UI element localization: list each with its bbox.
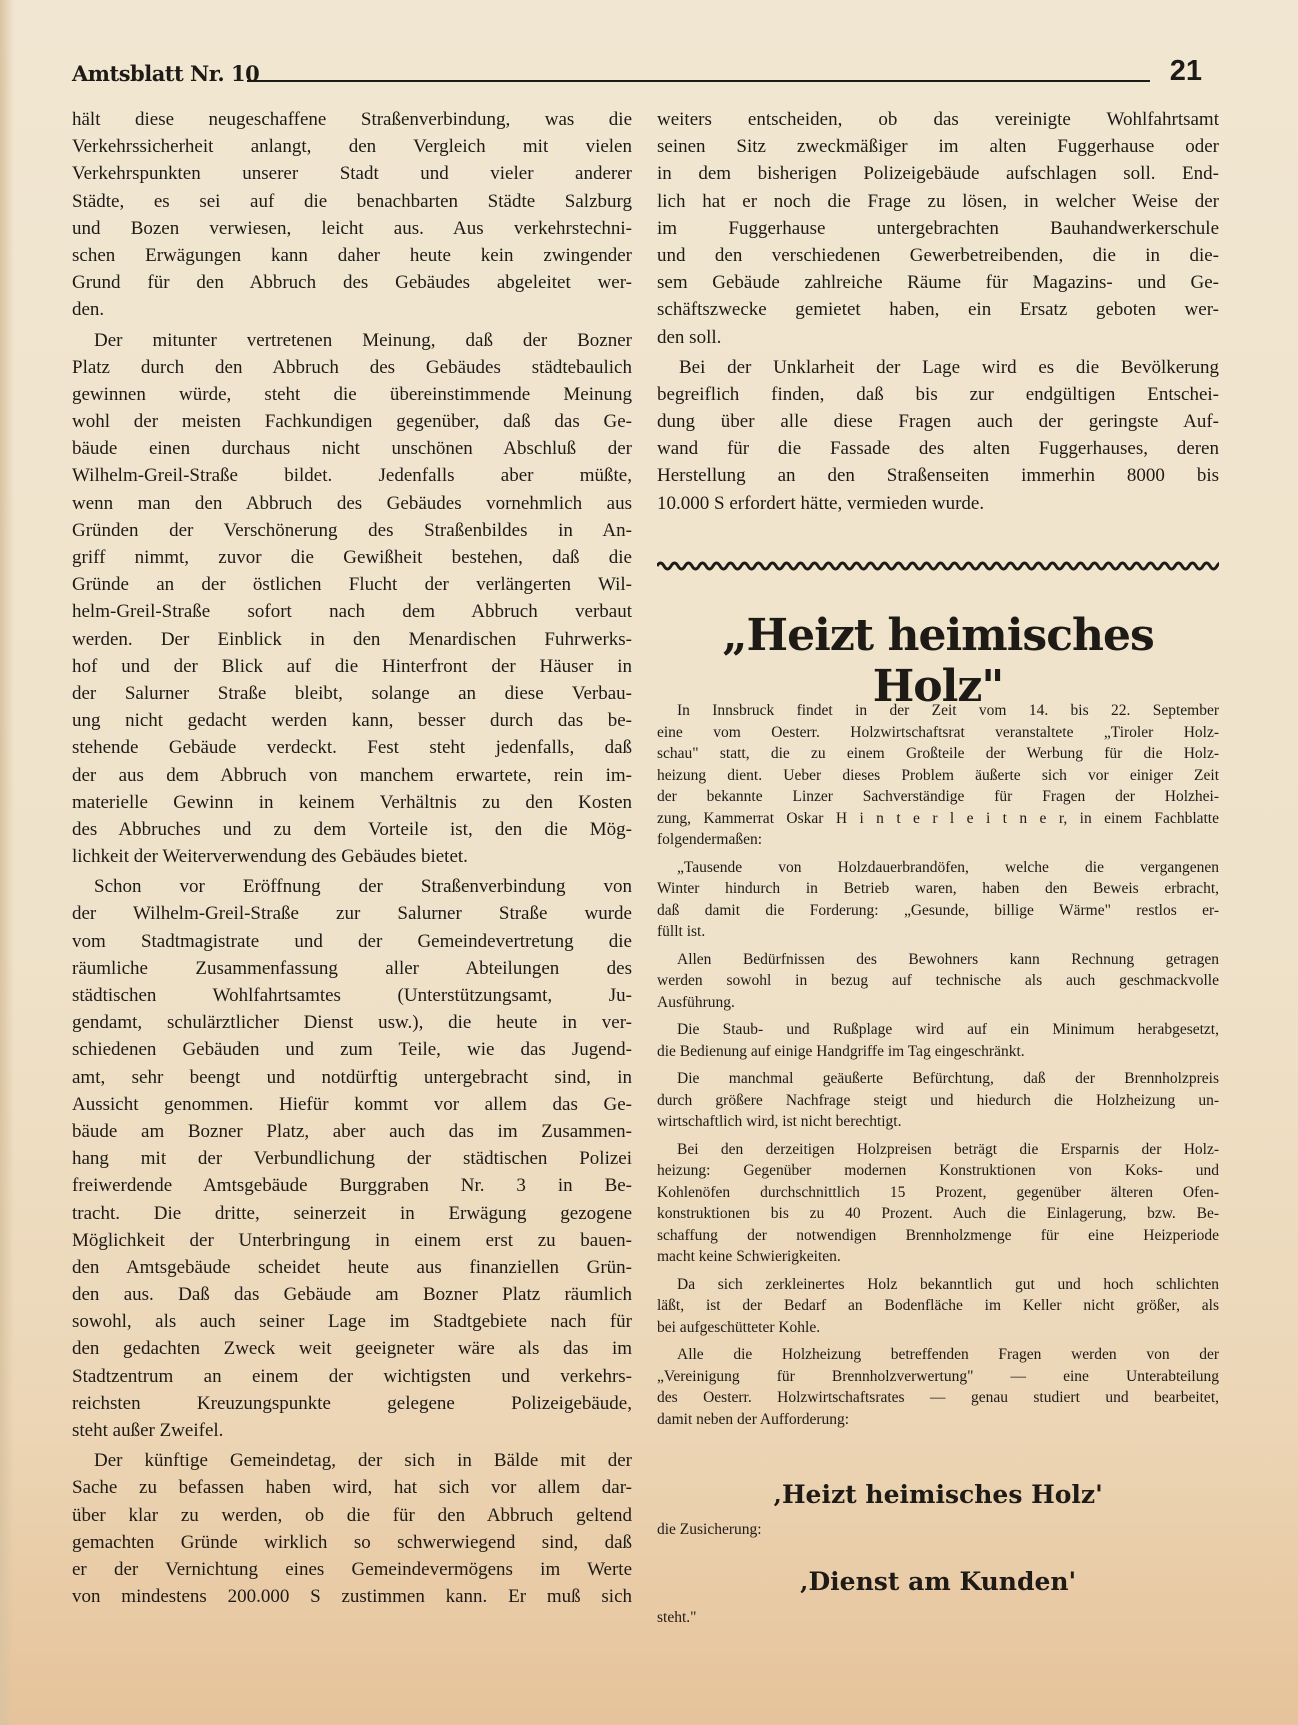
text-line: wirtschaftlich wird, ist nicht berechtigt. bbox=[657, 1113, 902, 1130]
text-line: werden sowohl in bezug auf technische als auch geschmackvolle bbox=[657, 972, 1219, 989]
text-line: die Bedienung auf einige Handgriffe im Tag eingeschränkt. bbox=[657, 1042, 1025, 1060]
text-line: Wilhelm-Greil-Straße bildet. Jedenfalls aber müßte, bbox=[72, 465, 632, 487]
text-line: den. bbox=[72, 299, 105, 321]
text-line: konstruktionen bis zu 40 Prozent. Auch die Einlagerung, bzw. Be- bbox=[657, 1205, 1219, 1222]
text-line: Aussicht genommen. Hiefür kommt vor allem das Ge- bbox=[72, 1093, 632, 1115]
text-line: städtischen Wohlfahrtsamtes (Unterstützungsamt, Ju- bbox=[72, 985, 632, 1006]
paragraph bbox=[72, 327, 632, 871]
text-line: läßt, ist der Bedarf an Bodenfläche im Keller nicht größer, als bbox=[657, 1297, 1219, 1314]
text-line: seinen Sitz zweckmäßiger im alten Fuggerhause oder bbox=[657, 136, 1219, 158]
text-line: heizung dient. Ueber dieses Problem äußerte sich vor einiger Zeit bbox=[657, 766, 1219, 784]
text-line: Städte, es sei auf die benachbarten Städte Salzburg bbox=[72, 190, 632, 212]
text-line: bei aufgeschütteter Kohle. bbox=[657, 1318, 821, 1336]
text-line: Der mitunter vertretenen Meinung, daß der Bozner bbox=[94, 329, 632, 351]
paragraph bbox=[657, 1139, 1219, 1268]
paragraph bbox=[657, 1344, 1219, 1430]
text-line: amt, sehr beengt und notdürftig untergebracht sind, in bbox=[72, 1066, 632, 1088]
paragraph bbox=[72, 1447, 632, 1610]
closing-text: steht." bbox=[657, 1609, 697, 1626]
text-line: schiedenen Gebäuden und zum Teile, wie das Jugend- bbox=[72, 1039, 632, 1061]
text-line: weiters entscheiden, ob das vereinigte Wohlfahrtsamt bbox=[657, 109, 1219, 130]
text-line: Da sich zerkleinertes Holz bekanntlich gut und hoch schlichten bbox=[677, 1275, 1219, 1293]
text-line: schau" statt, die zu einem Großteile der Werbung für die Holz- bbox=[657, 745, 1219, 762]
text-line: helm-Greil-Straße sofort nach dem Abbruch verbaut bbox=[72, 601, 632, 623]
text-line: stehende Gebäude verdeckt. Fest steht jedenfalls, daß bbox=[72, 737, 632, 759]
text-line: lichkeit der Weiterverwendung des Gebäudes bietet. bbox=[72, 846, 468, 868]
text-line: gemachten Gründe wirklich so schwerwiegend sind, daß bbox=[72, 1531, 632, 1553]
text-line: und den verschiedenen Gewerbetreibenden, die in die- bbox=[657, 244, 1219, 266]
text-line: Stadtzentrum an einem der wichtigsten und verkehrs- bbox=[72, 1365, 632, 1387]
text-line: hält diese neugeschaffene Straßenverbindung, was die bbox=[72, 109, 632, 130]
text-line: In Innsbruck findet in der Zeit vom 14. bis 22. September bbox=[677, 702, 1219, 719]
article-body bbox=[657, 700, 1219, 1436]
text-line: bäude einen durchaus nicht unschönen Abschluß der bbox=[72, 438, 632, 460]
text-line: des Abbruches und zu dem Vorteile ist, den die Mög- bbox=[72, 818, 632, 840]
text-line: reichsten Kreuzungspunkte gelegene Polizeigebäude, bbox=[72, 1392, 632, 1414]
text-line: der Wilhelm-Greil-Straße zur Salurner Straße wurde bbox=[72, 903, 632, 925]
text-line: zung, Kammerrat Oskar H i n t e r l e i t n e r, in einem Fachblatte bbox=[657, 809, 1219, 827]
text-line: Platz durch den Abbruch des Gebäudes städtebaulich bbox=[72, 356, 632, 378]
text-line: Kohlenöfen durchschnittlich 15 Prozent, gegenüber älteren Ofen- bbox=[657, 1183, 1219, 1201]
text-line: den Amtsgebäude scheidet heute aus finanziellen Grün- bbox=[72, 1256, 632, 1278]
text-line: freiwerdende Amtsgebäude Burggraben Nr. 3 in Be- bbox=[72, 1175, 632, 1197]
text-line: dung über alle diese Fragen auch der geringste Auf- bbox=[657, 411, 1219, 433]
text-line: den aus. Daß das Gebäude am Bozner Platz räumlich bbox=[72, 1284, 632, 1306]
text-line: werden. Der Einblick in den Menardischen Fuhrwerks- bbox=[72, 628, 632, 650]
slogan-dienst-am-kunden: ‚Dienst am Kunden' bbox=[799, 1567, 1077, 1596]
text-line: schaffung der notwendigen Brennholzmenge für eine Heizperiode bbox=[657, 1226, 1219, 1244]
text-line: wand für die Fassade des alten Fuggerhauses, deren bbox=[657, 438, 1219, 460]
text-line: griff nimmt, zuvor die Gewißheit bestehen, daß die bbox=[72, 547, 632, 568]
text-line: Schon vor Eröffnung der Straßenverbindung von bbox=[94, 876, 632, 898]
text-line: Bei der Unklarheit der Lage wird es die Bevölkerung bbox=[679, 356, 1219, 378]
paragraph bbox=[657, 1019, 1219, 1062]
text-line: sem Gebäude zahlreiche Räume für Magazins- und Ge- bbox=[657, 272, 1219, 294]
paragraph bbox=[657, 1274, 1219, 1339]
paragraph bbox=[72, 873, 632, 1444]
text-line: in dem bisherigen Polizeigebäude aufschlagen soll. End- bbox=[657, 163, 1219, 185]
text-line: Alle die Holzheizung betreffenden Fragen werden von der bbox=[677, 1346, 1219, 1363]
slogan-heizt-heimisches-holz: ‚Heizt heimisches Holz' bbox=[773, 1480, 1103, 1509]
text-line: Gründe an der östlichen Flucht der verlängerten Wil- bbox=[72, 574, 632, 596]
text-line: durch größere Nachfrage steigt und hiedurch die Holzheizung un- bbox=[657, 1091, 1219, 1109]
paragraph bbox=[657, 1068, 1219, 1133]
page-edge-shadow bbox=[0, 0, 14, 1725]
text-line: wohl der meisten Fachkundigen gegenüber, daß das Ge- bbox=[72, 411, 632, 433]
text-line: Ausführung. bbox=[657, 993, 735, 1011]
text-line: ung nicht gedacht werden kann, besser durch das be- bbox=[72, 710, 632, 732]
text-line: gendamt, schulärztlicher Dienst usw.), die heute in ver- bbox=[72, 1012, 632, 1034]
text-line: eine vom Oesterr. Holzwirtschaftsrat veranstaltete „Tiroler Holz- bbox=[657, 723, 1219, 741]
page-number: 21 bbox=[1169, 55, 1202, 87]
right-column-continuation bbox=[657, 106, 1219, 520]
publication-title: Amtsblatt Nr. 10 bbox=[72, 61, 260, 86]
text-line: wenn man den Abbruch des Gebäudes vornehmlich aus bbox=[72, 492, 632, 514]
text-line: Bei den derzeitigen Holzpreisen beträgt die Ersparnis der Holz- bbox=[677, 1140, 1219, 1158]
text-line: tracht. Die dritte, seinerzeit in Erwägung gezogene bbox=[72, 1202, 632, 1224]
text-line: Verkehrssicherheit anlangt, den Vergleich mit vielen bbox=[72, 136, 632, 158]
text-line: Möglichkeit der Unterbringung in einem erst zu bauen- bbox=[72, 1229, 632, 1251]
text-line: hof und der Blick auf die Hinterfront der Häuser in bbox=[72, 655, 632, 677]
text-line: schäftszwecke gemietet haben, ein Ersatz geboten wer- bbox=[657, 299, 1219, 321]
text-line: er der Vernichtung eines Gemeindevermögens im Werte bbox=[72, 1558, 632, 1580]
text-line: der Salurner Straße bleibt, solange an diese Verbau- bbox=[72, 682, 632, 704]
text-line: macht keine Schwierigkeiten. bbox=[657, 1248, 841, 1265]
text-line: „Tausende von Holzdauerbrandöfen, welche die vergangenen bbox=[677, 858, 1219, 876]
paragraph bbox=[657, 354, 1219, 517]
article-title: „Heizt heimisches Holz" bbox=[722, 610, 1154, 712]
paragraph bbox=[657, 106, 1219, 351]
text-line: Allen Bedürfnissen des Bewohners kann Rechnung getragen bbox=[677, 950, 1219, 968]
text-line: Winter hindurch in Betrieb waren, haben den Beweis erbracht, bbox=[657, 880, 1219, 897]
text-line: Verkehrspunkten unserer Stadt und vieler anderer bbox=[72, 163, 632, 185]
text-line: folgendermaßen: bbox=[657, 831, 763, 848]
text-line: hang mit der Verbundlichung der städtischen Polizei bbox=[72, 1148, 632, 1170]
paragraph bbox=[657, 857, 1219, 943]
text-line: materielle Gewinn in keinem Verhältnis zu den Kosten bbox=[72, 791, 632, 813]
text-line: den soll. bbox=[657, 326, 722, 348]
text-line: und Bozen verwiesen, leicht aus. Aus verkehrstechni- bbox=[72, 217, 632, 239]
text-line: daß damit die Forderung: „Gesunde, billige Wärme" restlos er- bbox=[657, 901, 1219, 919]
text-line: füllt ist. bbox=[657, 923, 706, 940]
text-line: von mindestens 200.000 S zustimmen kann. Er muß sich bbox=[72, 1586, 632, 1608]
text-line: Grund für den Abbruch des Gebäudes abgeleitet wer- bbox=[72, 272, 632, 294]
text-line: bäude am Bozner Platz, aber auch das im Zusammen- bbox=[72, 1120, 632, 1142]
text-line: den gedachten Zweck weit geeigneter wäre als das im bbox=[72, 1338, 632, 1360]
text-line: Die Staub- und Rußplage wird auf ein Minimum herabgesetzt, bbox=[677, 1021, 1219, 1038]
text-line: der bekannte Linzer Sachverständige für Fragen der Holzhei- bbox=[657, 788, 1219, 805]
text-line: über klar zu werden, ob die für den Abbruch geltend bbox=[72, 1504, 632, 1526]
text-line: im Fuggerhause untergebrachten Bauhandwerkerschule bbox=[657, 217, 1219, 239]
text-line: schen Erwägungen kann daher heute kein zwingender bbox=[72, 244, 632, 266]
text-line: „Vereinigung für Brennholzverwertung" — eine Unterabteilung bbox=[657, 1367, 1219, 1385]
paragraph bbox=[657, 700, 1219, 851]
text-line: Gründen der Verschönerung des Straßenbildes in An- bbox=[72, 519, 632, 541]
text-line: Herstellung an den Straßenseiten immerhin 8000 bis bbox=[657, 465, 1219, 487]
text-line: vom Stadtmagistrate und der Gemeindevertretung die bbox=[72, 930, 632, 952]
text-line: Die manchmal geäußerte Befürchtung, daß der Brennholzpreis bbox=[677, 1070, 1219, 1087]
paragraph bbox=[657, 949, 1219, 1014]
left-column bbox=[72, 106, 632, 1613]
wavy-divider bbox=[657, 558, 1219, 574]
header-rule bbox=[247, 80, 1150, 82]
text-line: räumliche Zusammenfassung aller Abteilungen des bbox=[72, 957, 632, 979]
running-header bbox=[72, 55, 1202, 88]
text-line: des Oesterr. Holzwirtschaftsrates — genau studiert und bearbeitet, bbox=[657, 1389, 1219, 1406]
text-line: Sache zu befassen haben wird, hat sich vor allem dar- bbox=[72, 1477, 632, 1499]
text-line: Der künftige Gemeindetag, der sich in Bälde mit der bbox=[94, 1450, 632, 1472]
text-line: gewinnen würde, steht die übereinstimmende Meinung bbox=[72, 383, 632, 405]
text-line: begreiflich finden, daß bis zur endgültigen Entschei- bbox=[657, 383, 1219, 405]
zusicherung-text: die Zusicherung: bbox=[657, 1521, 762, 1538]
text-line: sowohl, als auch seiner Lage im Stadtgebiete nach für bbox=[72, 1311, 632, 1333]
paragraph bbox=[72, 106, 632, 324]
text-line: 10.000 S erfordert hätte, vermieden wurde. bbox=[657, 492, 985, 514]
text-line: der aus dem Abbruch von manchem erwartete, rein im- bbox=[72, 764, 632, 786]
text-line: damit neben der Aufforderung: bbox=[657, 1410, 850, 1428]
text-line: steht außer Zweifel. bbox=[72, 1420, 224, 1441]
text-line: lich hat er noch die Frage zu lösen, in welcher Weise der bbox=[657, 190, 1219, 212]
text-line: heizung: Gegenüber modernen Konstruktionen von Koks- und bbox=[657, 1162, 1219, 1179]
